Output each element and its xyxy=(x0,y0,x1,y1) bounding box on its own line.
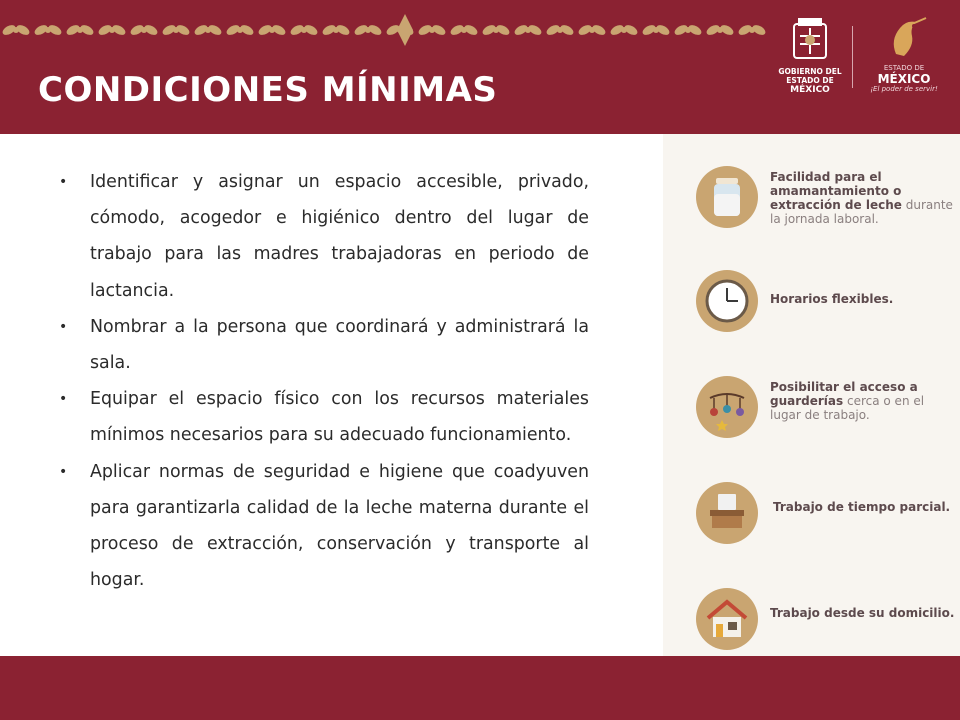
house-icon xyxy=(696,588,758,650)
bullet-item: • Identificar y asignar un espacio accesible, privado, cómodo, acogedor e higiénico dentro del lugar de trabajo para las madres trabajadoras en periodo de lactancia. xyxy=(59,172,589,301)
baby-mobile-icon xyxy=(696,376,758,438)
feature-item: Trabajo de tiempo parcial. xyxy=(663,482,960,546)
benefits-panel xyxy=(663,134,960,656)
edomex-logo: ESTADO DE MÉXICO ¡El poder de servir! xyxy=(866,14,946,98)
coat-of-arms-icon xyxy=(780,14,840,66)
footer-band xyxy=(0,656,960,720)
bullet-list xyxy=(55,164,589,598)
feature-item: Horarios flexibles. xyxy=(663,270,960,334)
gov-caption: GOBIERNO DEL ESTADO DE MÉXICO xyxy=(778,67,842,95)
desk-icon xyxy=(696,482,758,544)
gov-logo xyxy=(780,14,840,98)
page-title: CONDICIONES MÍNIMAS xyxy=(38,70,498,110)
clock-icon xyxy=(696,270,758,332)
logo-divider xyxy=(852,26,853,88)
bullet-item: • Equipar el espacio físico con los recursos materiales mínimos necesarios para su adecuado funcionamiento. xyxy=(59,389,589,446)
hummingbird-icon xyxy=(866,14,942,64)
logos xyxy=(780,14,950,104)
ornament-border xyxy=(0,10,770,50)
header-band xyxy=(0,0,960,134)
feature-item: Trabajo desde su domicilio. xyxy=(663,588,960,652)
bullet-item: • Aplicar normas de seguridad e higiene que coadyuven para garantizarla calidad de la leche materna durante el proceso de extracción, conservación y transporte al hogar. xyxy=(59,461,589,591)
feature-item: Facilidad para el amamantamiento o extracción de leche durante la jornada laboral. xyxy=(663,166,960,230)
feature-item: Posibilitar el acceso a guarderías cerca o en el lugar de trabajo. xyxy=(663,376,960,440)
milk-jar-icon xyxy=(696,166,758,228)
bullet-item: • Nombrar a la persona que coordinará y administrará la sala. xyxy=(59,316,589,374)
